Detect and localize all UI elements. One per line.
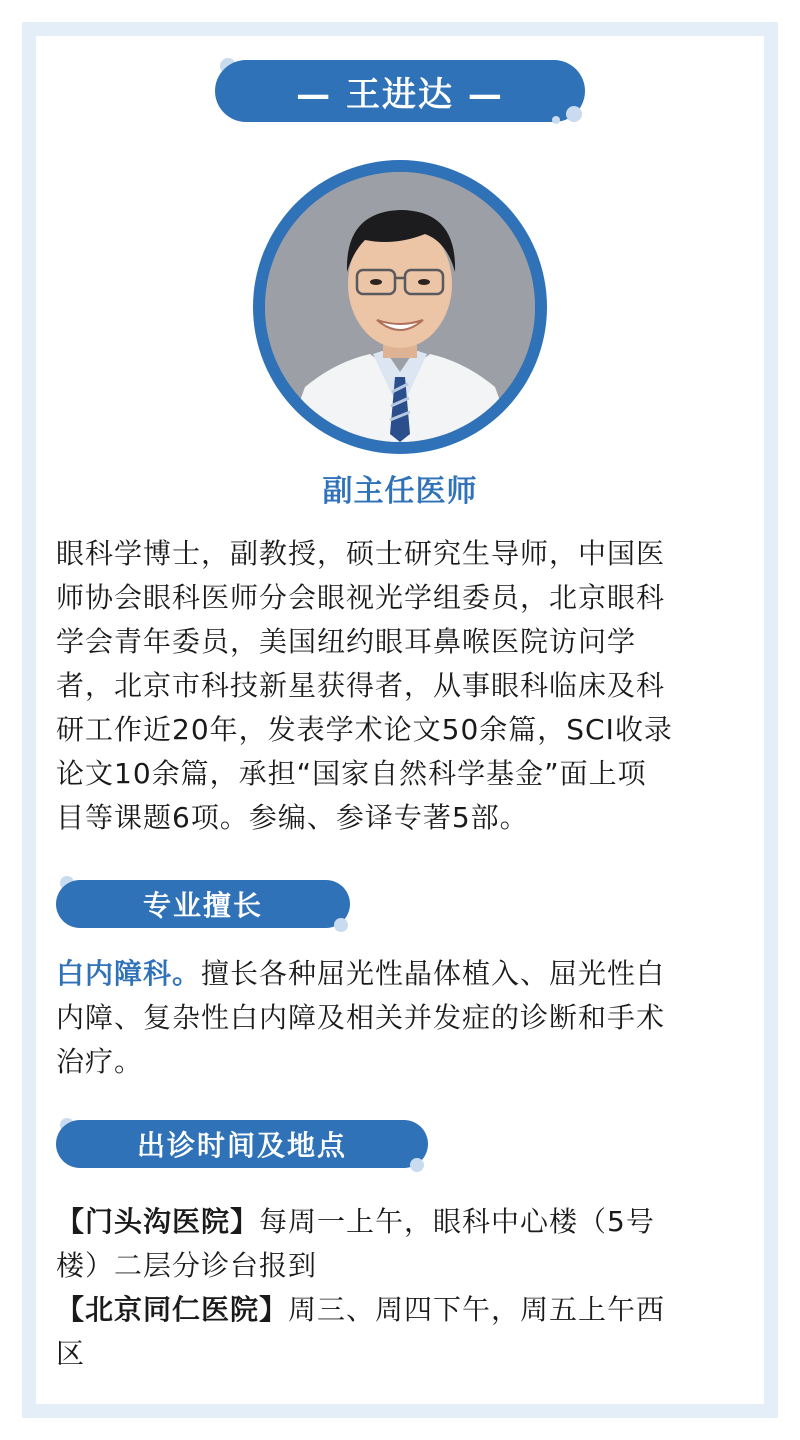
specialty-line: 内障、复杂性白内障及相关并发症的诊断和手术: [56, 1001, 666, 1034]
bio-paragraph: [56, 532, 756, 840]
bio-line: 研工作近20年，发表学术论文50余篇，SCI收录: [56, 713, 673, 746]
doctor-title: 副主任医师: [322, 474, 478, 509]
specialty-line: [56, 952, 756, 996]
decor-dot: [552, 116, 560, 124]
clinic-paragraph: [56, 1200, 756, 1376]
clinic-place: 【门头沟医院】: [56, 1205, 260, 1238]
clinic-place: 【北京同仁医院】: [56, 1293, 289, 1326]
specialty-paragraph: [56, 952, 756, 1084]
bio-line: 论文10余篇，承担“国家自然科学基金”面上项: [56, 757, 647, 790]
clinic-heading-tab: [56, 1120, 428, 1168]
bio-line: 师协会眼科医师分会眼视光学组委员，北京眼科: [56, 581, 666, 614]
decor-dot: [334, 918, 348, 932]
bio-line: 学会青年委员，美国纽约眼耳鼻喉医院访问学: [56, 625, 637, 658]
clinic-line: 楼）二层分诊台报到: [56, 1249, 318, 1282]
decor-dot: [566, 106, 582, 122]
bio-line: 者，北京市科技新星获得者，从事眼科临床及科: [56, 669, 666, 702]
clinic-line: [56, 1288, 756, 1332]
clinic-line: 区: [56, 1337, 86, 1370]
doctor-name: — 王进达 —: [296, 74, 504, 115]
doctor-portrait: [265, 172, 535, 442]
portrait-illustration: [265, 172, 535, 442]
clinic-time: 每周一上午，眼科中心楼（5号: [259, 1205, 655, 1238]
specialty-department: 白内障科。: [56, 957, 202, 990]
specialty-line: 治疗。: [56, 1045, 144, 1078]
specialty-text: 擅长各种屈光性晶体植入、屈光性白: [201, 957, 666, 990]
clinic-heading: 出诊时间及地点: [136, 1129, 347, 1162]
clinic-time: 周三、周四下午，周五上午西: [288, 1293, 666, 1326]
doctor-name-banner: [215, 60, 585, 122]
specialty-heading: 专业擅长: [142, 889, 263, 922]
bio-line: 眼科学博士，副教授，硕士研究生导师，中国医: [56, 537, 666, 570]
bio-line: 目等课题6项。参编、参译专著5部。: [56, 801, 529, 834]
specialty-heading-tab: [56, 880, 350, 928]
clinic-line: [56, 1200, 756, 1244]
decor-dot: [410, 1158, 424, 1172]
